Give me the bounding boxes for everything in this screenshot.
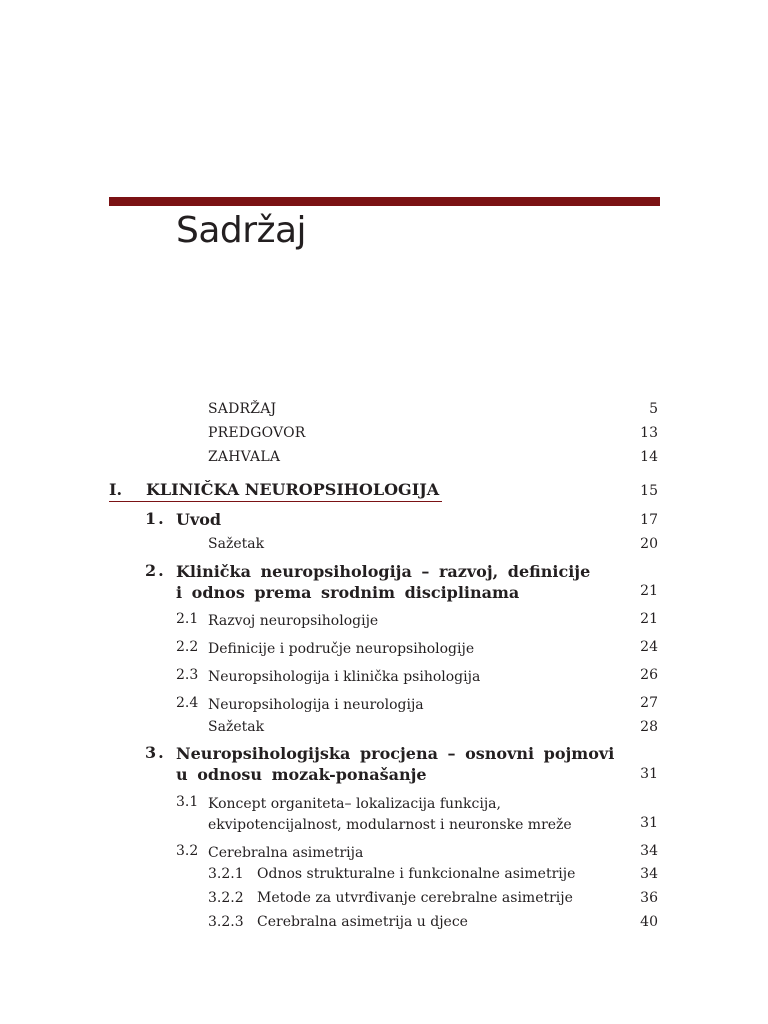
toc-summary-label: Sažetak xyxy=(208,536,265,552)
toc-subsection-label: Odnos strukturalne i funkcionalne asimetrije xyxy=(257,866,576,882)
toc-section-page: 26 xyxy=(640,667,658,683)
toc-chapter-page: 17 xyxy=(640,512,658,528)
toc-section-label: Definicije i područje neuropsihologije xyxy=(208,641,475,657)
toc-entry-page: 13 xyxy=(640,425,658,441)
toc-section-label: Cerebralna asimetrija xyxy=(208,845,364,861)
toc-summary-label: Sažetak xyxy=(208,719,265,735)
toc-summary-page: 28 xyxy=(640,719,658,735)
toc-subsection-page: 40 xyxy=(640,914,658,930)
toc-section-page: 31 xyxy=(640,815,658,831)
toc-entry-label: SADRŽAJ xyxy=(208,401,277,417)
toc-chapter-number: 2. xyxy=(145,561,166,580)
toc-part-page: 15 xyxy=(640,483,658,499)
toc-subsection-page: 36 xyxy=(640,890,658,906)
toc-section-number: 3.2 xyxy=(176,843,199,859)
toc-chapter-number: 1. xyxy=(145,509,166,528)
part-underline xyxy=(109,501,442,502)
toc-entry-page: 14 xyxy=(640,449,658,465)
toc-section-number: 2.1 xyxy=(176,611,199,627)
toc-entry-page: 5 xyxy=(649,401,658,417)
toc-entry-label: ZAHVALA xyxy=(208,449,281,465)
toc-chapter-page: 31 xyxy=(640,766,658,782)
toc-section-label: Razvoj neuropsihologije xyxy=(208,613,379,629)
toc-chapter-label: Klinička neuropsihologija – razvoj, definicije i odnos prema srodnim disciplinama xyxy=(176,562,591,602)
toc-section-page: 34 xyxy=(640,843,658,859)
toc-section-number: 2.4 xyxy=(176,695,199,711)
toc-entry-label: PREDGOVOR xyxy=(208,425,306,441)
toc-section-page: 24 xyxy=(640,639,658,655)
toc-subsection-number: 3.2.3 xyxy=(208,914,244,930)
toc-subsection-label: Cerebralna asimetrija u djece xyxy=(257,914,468,930)
toc-chapter-number: 3. xyxy=(145,743,166,762)
toc-chapter-page: 21 xyxy=(640,583,658,599)
toc-section-label: Koncept organiteta– lokalizacija funkcija, ekvipotencijalnost, modularnost i neuronske mreže xyxy=(208,796,572,833)
toc-section-label: Neuropsihologija i neurologija xyxy=(208,697,424,713)
toc-subsection-number: 3.2.1 xyxy=(208,866,244,882)
toc-section-number: 3.1 xyxy=(176,794,199,810)
toc-section-number: 2.2 xyxy=(176,639,199,655)
toc-subsection-label: Metode za utvrđivanje cerebralne asimetrije xyxy=(257,890,573,906)
page-title: Sadržaj xyxy=(176,210,307,251)
toc-section-page: 21 xyxy=(640,611,658,627)
toc-part-number: I. xyxy=(109,480,123,499)
toc-section-label: Neuropsihologija i klinička psihologija xyxy=(208,669,481,685)
toc-subsection-number: 3.2.2 xyxy=(208,890,244,906)
toc-section-number: 2.3 xyxy=(176,667,199,683)
toc-chapter-label: Uvod xyxy=(176,510,222,529)
toc-summary-page: 20 xyxy=(640,536,658,552)
toc-section-page: 27 xyxy=(640,695,658,711)
toc-chapter-label: Neuropsihologijska procjena – osnovni pojmovi u odnosu mozak-ponašanje xyxy=(176,744,615,784)
toc-subsection-page: 34 xyxy=(640,866,658,882)
toc-part-label: KLINIČKA NEUROPSIHOLOGIJA xyxy=(146,480,440,499)
